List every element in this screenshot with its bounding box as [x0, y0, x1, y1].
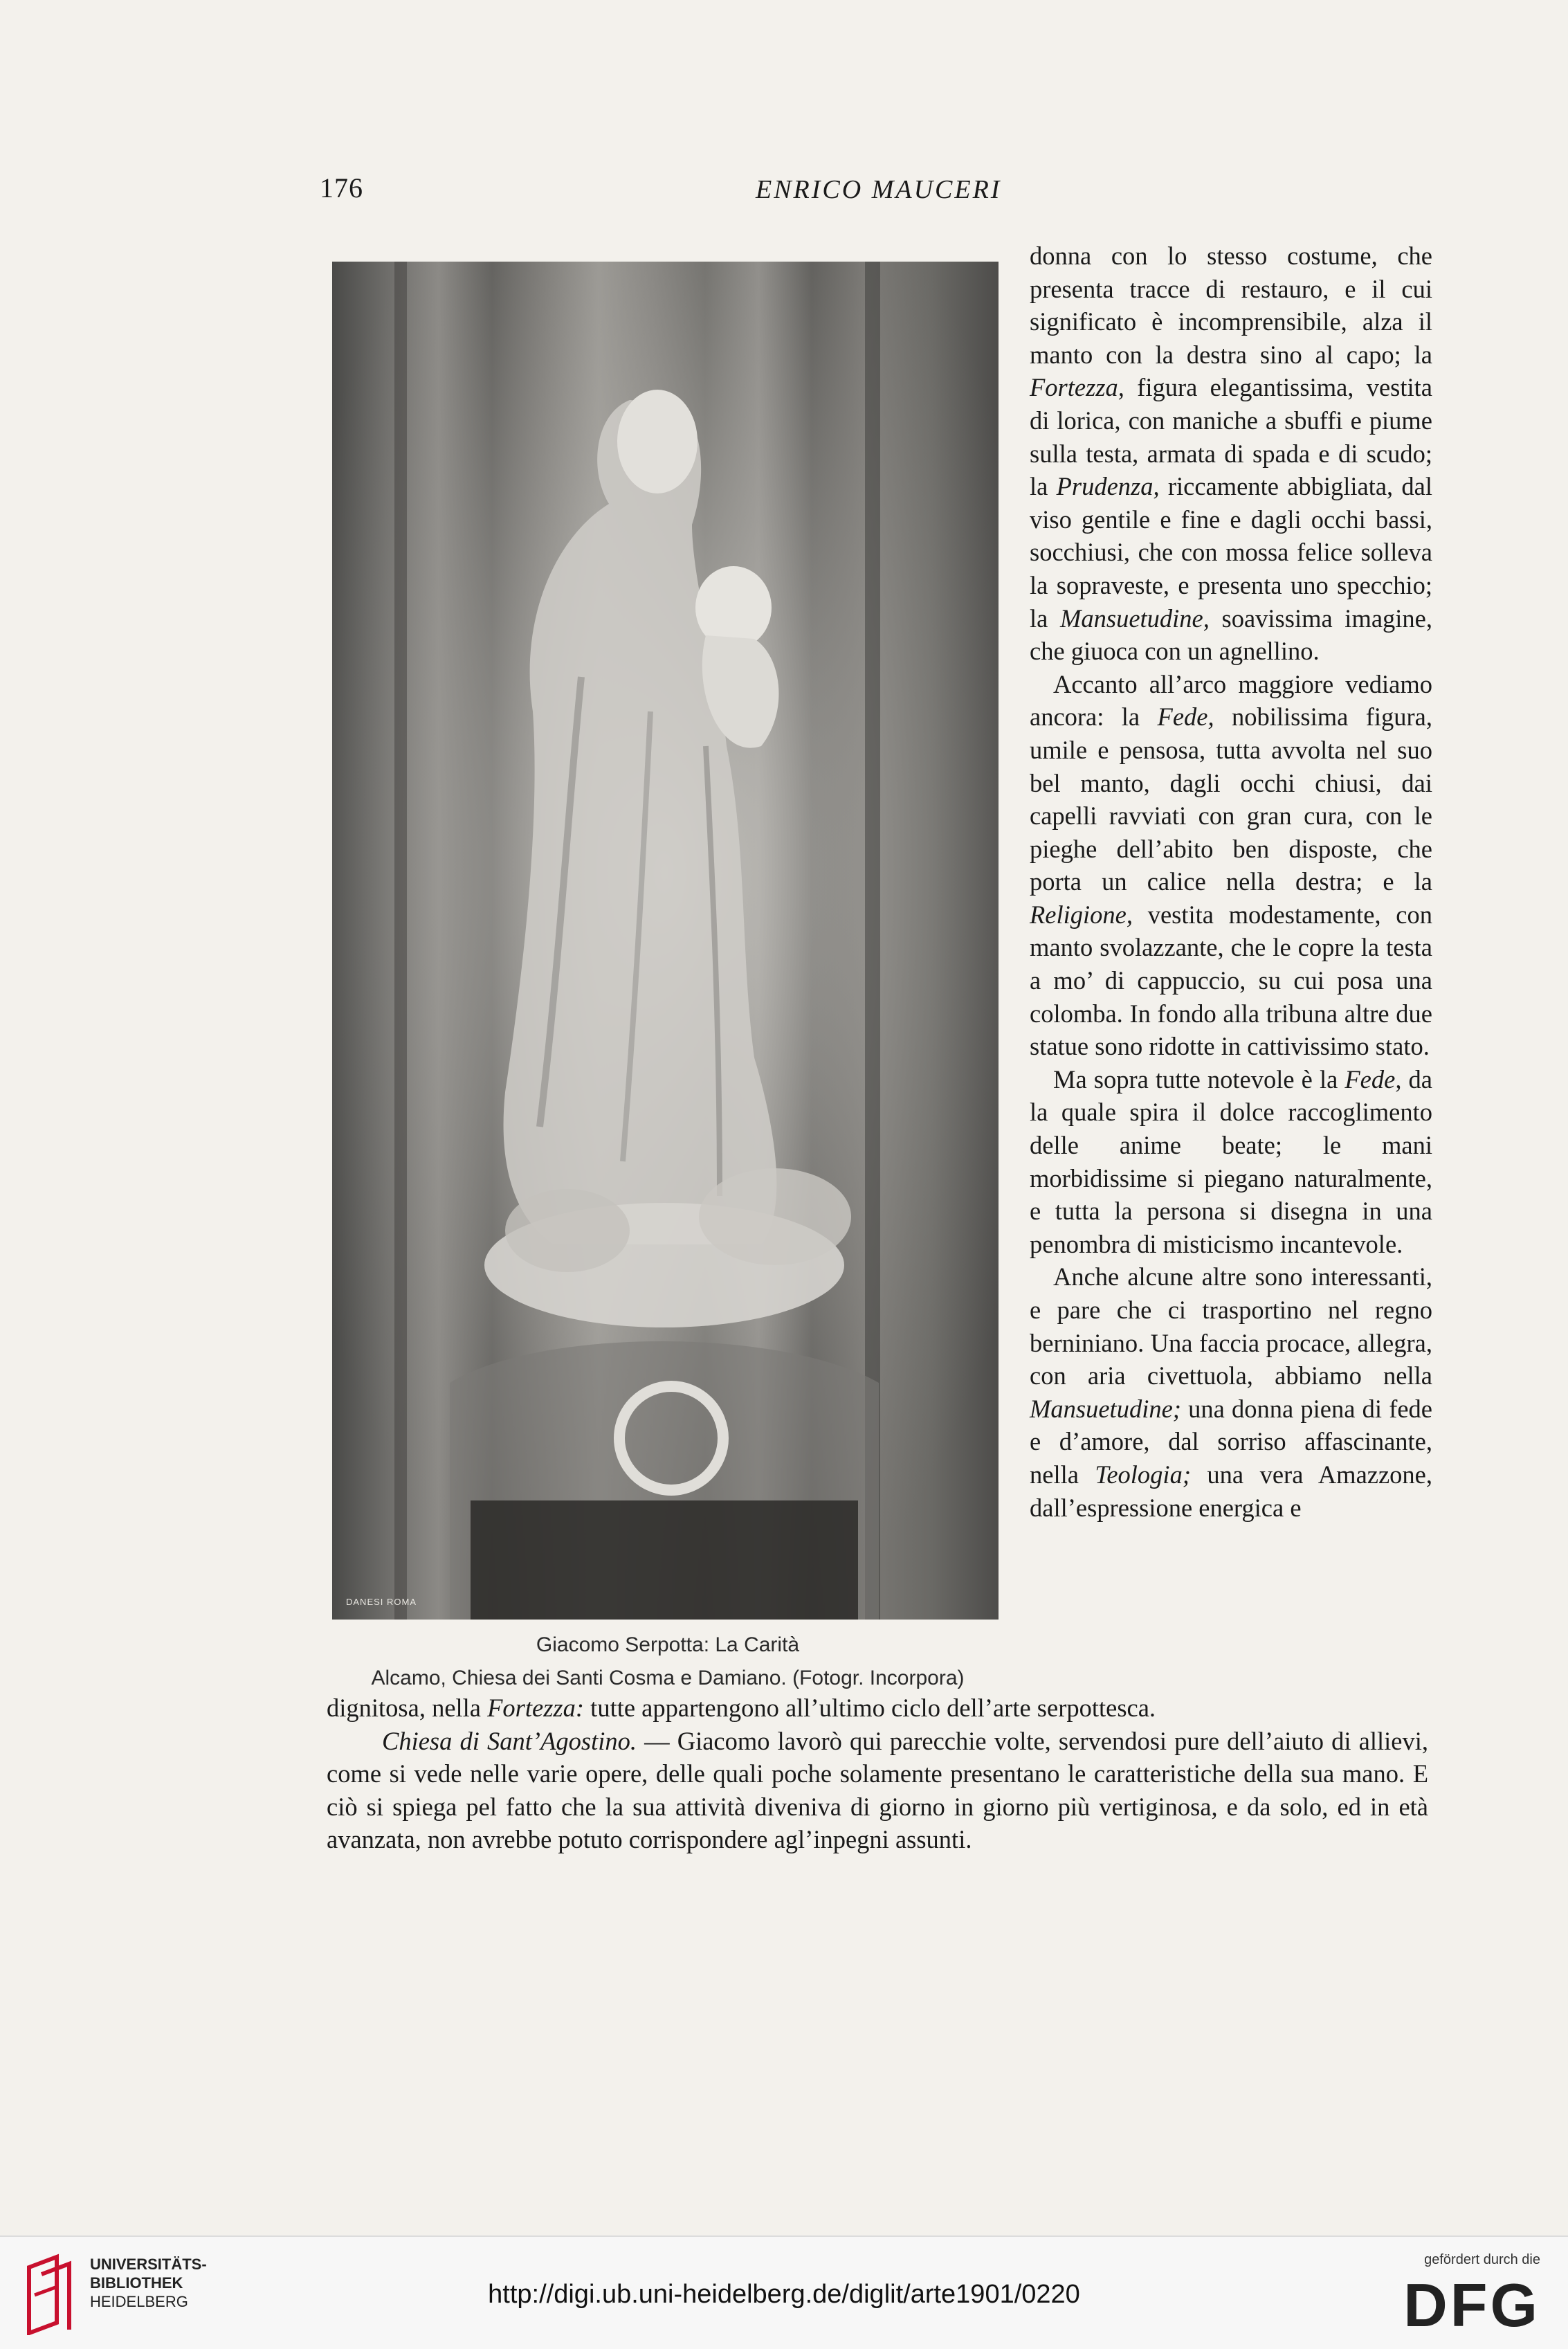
text-run: una donna piena di fede e d’amore, dal sorriso affascinante, nella	[1030, 1394, 1432, 1489]
text-run: Accanto all’arco maggiore vediamo ancora: la	[1030, 669, 1432, 732]
text-run: riccamente abbigliata, dal viso gentile e fine e dagli occhi bassi, socchiusi, che con mossa felice solleva la sopraveste, e presenta uno specchio; la	[1030, 472, 1432, 633]
library-name-line: UNIVERSITÄTS-	[90, 2256, 207, 2273]
library-name-line: HEIDELBERG	[90, 2293, 188, 2310]
text-run: una vera Amazzone, dall’espressione energica e	[1030, 1460, 1433, 1522]
paragraph	[1030, 239, 1432, 668]
figure-caption-location: Alcamo, Chiesa dei Santi Cosma e Damiano. (Fotogr. Incorpora)	[371, 1667, 965, 1689]
italic-term: Teologia;	[1095, 1460, 1191, 1489]
right-text-column	[1030, 239, 1432, 1524]
text-run: da la quale spira il dolce raccoglimento delle anime beate; le mani morbidissime si piegano naturalmente, e tutta la persona si disegna in una penombra di misticismo incantevole.	[1030, 1064, 1432, 1258]
text-run: Anche alcune altre sono interessanti, e pare che ci trasportino nel regno berniniano. Una faccia procace, allegra, con aria civettuola, abbiamo nella	[1030, 1262, 1432, 1390]
italic-term: Fede,	[1157, 702, 1214, 732]
text-run: — Giacomo lavorò qui parecchie volte, servendosi pure dell’aiuto di allievi, come si vede nelle varie opere, delle quali poche solamente presentano le caratteristiche della sua mano. E ciò si spiega pel fatto che la sua attività diveniva di giorno in giorno più vertiginosa, e da solo, ed in età avanzata, non avrebbe potuto corrispondere agl’inpegni assunti.	[327, 1726, 1428, 1854]
text-run: vestita modestamente, con manto svolazzante, che le copre la testa a mo’ di cappuccio, su cui posa una colomba. In fondo alla tribuna altre due statue sono ridotte in cattivissimo stato.	[1030, 900, 1432, 1061]
italic-term: Prudenza,	[1056, 472, 1160, 501]
paragraph	[1030, 1260, 1432, 1524]
italic-term: Fortezza:	[487, 1694, 585, 1722]
text-run: donna con lo stesso costume, che presenta tracce di restauro, e il cui significato è incomprensibile, alza il manto con la destra sino al capo; la	[1030, 242, 1432, 369]
section-heading-italic: Chiesa di Sant’Agostino.	[382, 1726, 637, 1755]
statue-photograph	[332, 262, 999, 1620]
page-header	[320, 172, 1360, 213]
photo-credit: DANESI ROMA	[346, 1597, 417, 1607]
italic-term: Mansuetudine,	[1059, 604, 1210, 633]
paragraph	[327, 1725, 1428, 1856]
italic-term: Fortezza,	[1030, 373, 1124, 402]
statue-illustration	[332, 262, 999, 1620]
text-run: soavissima imagine, che giuoca con un agnellino.	[1030, 604, 1433, 666]
dfg-logo: DFG	[1403, 2271, 1540, 2339]
paragraph	[1030, 668, 1432, 1063]
full-width-text	[327, 1692, 1428, 1856]
paragraph	[1030, 1063, 1432, 1261]
permalink-url[interactable]: http://digi.ub.uni-heidelberg.de/diglit/arte1901/0220	[488, 2280, 1080, 2309]
text-run: figura elegantissima, vestita di lorica, con maniche a sbuffi e piume sulla testa, armata di spada e di scudo; la	[1030, 373, 1432, 501]
library-name-line: BIBLIOTHEK	[90, 2274, 183, 2292]
running-head: ENRICO MAUCERI	[756, 175, 1002, 204]
text-run: tutte appartengono all’ultimo ciclo dell’arte serpottesca.	[584, 1694, 1156, 1722]
paragraph-continuation	[327, 1692, 1428, 1725]
figure-caption-title: Giacomo Serpotta: La Carità	[536, 1633, 800, 1656]
text-run: Ma sopra tutte notevole è la	[1053, 1064, 1345, 1094]
italic-term: Mansuetudine;	[1030, 1394, 1181, 1423]
viewer-footer	[0, 2235, 1568, 2349]
page-number: 176	[320, 172, 363, 203]
text-run: dignitosa, nella	[327, 1694, 488, 1722]
italic-term: Fede,	[1344, 1064, 1402, 1094]
italic-term: Religione,	[1030, 900, 1133, 929]
funding-note: gefördert durch die	[1424, 2252, 1540, 2267]
text-run: nobilissima figura, umile e pensosa, tutta avvolta nel suo bel manto, dagli occhi chiusi, dai capelli ravviati con gran cura, con le pieghe dell’abito ben disposte, che porta un calice nella destra; e la	[1030, 702, 1432, 896]
